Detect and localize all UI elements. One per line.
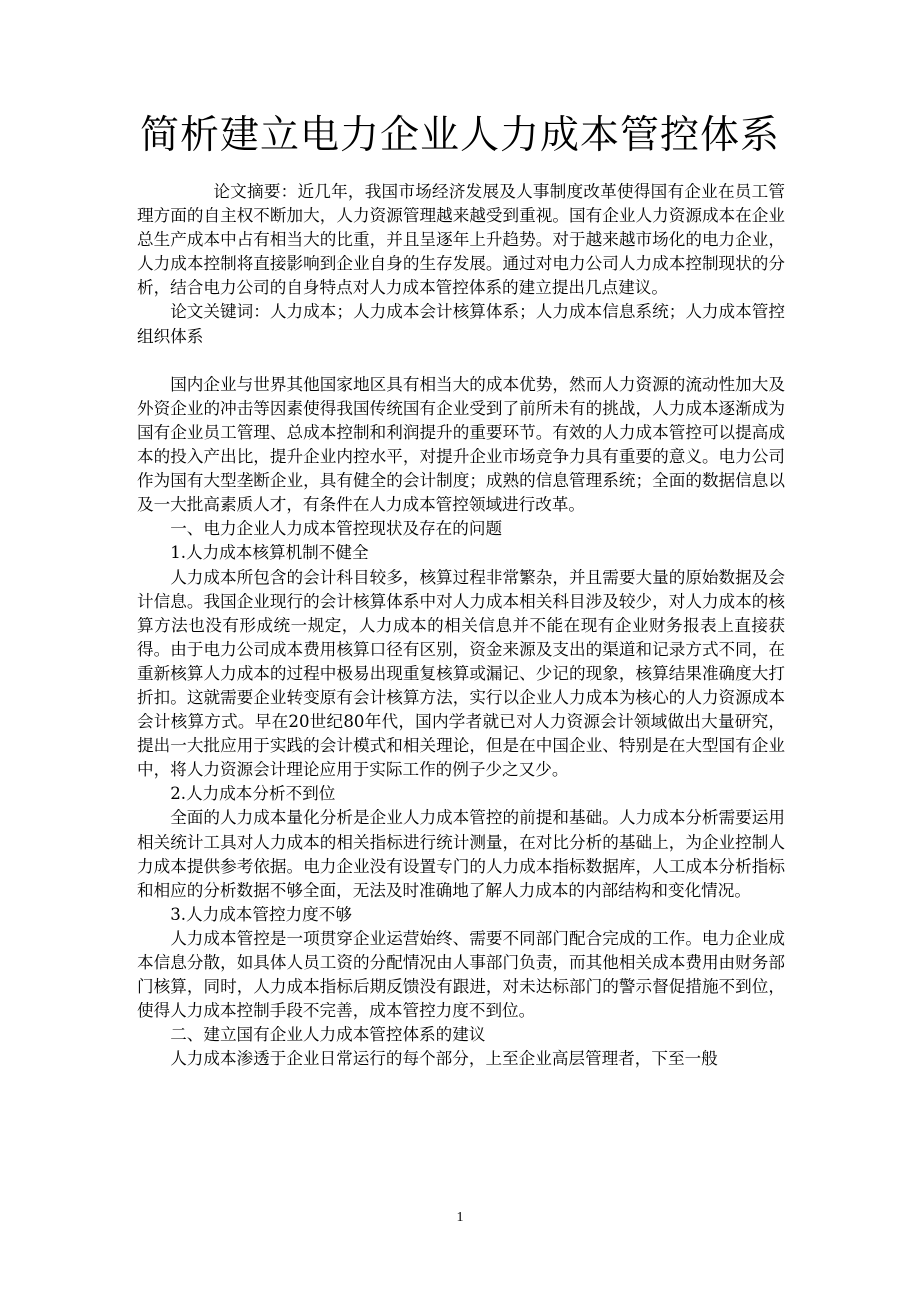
section-2-heading: 二、建立国有企业人力成本管控体系的建议 (170, 1025, 486, 1045)
keywords-paragraph: 论文关键词：人力成本；人力成本会计核算体系；人力成本信息系统；人力成本管控组织体系 (137, 302, 785, 346)
subsection-3-heading: 3.人力成本管控力度不够 (170, 904, 352, 924)
document-title: 简析建立电力企业人力成本管控体系 (139, 113, 780, 158)
subsection-2-heading: 2.人力成本分析不到位 (170, 784, 336, 804)
page-number: 1 (456, 1210, 464, 1225)
subsection-1-heading: 1.人力成本核算机制不健全 (170, 543, 369, 563)
section-2-paragraph: 人力成本渗透于企业日常运行的每个部分，上至企业高层管理者，下至一般 (170, 1049, 718, 1069)
intro-paragraph: 国内企业与世界其他国家地区具有相当大的成本优势，然而人力资源的流动性加大及外资企业的冲击等因素使得我国传统国有企业受到了前所未有的挑战，人力成本逐渐成为国有企业员工管理、总成本控制和利润提升的重要环节。有效的人力成本管控可以提高成本的投入产出比，提升企业内控水平，对提升企业市场竞争力具有重要的意义。电力公司作为国有大型垄断企业，具有健全的会计制度；成熟的信息管理系统；全面的数据信息以及一大批高素质人才，有条件在人力成本管控领域进行改革。 (137, 374, 785, 515)
paragraph-spacer (137, 349, 785, 373)
section-1-heading: 一、电力企业人力成本管控现状及存在的问题 (170, 519, 503, 539)
subsection-3-paragraph: 人力成本管控是一项贯穿企业运营始终、需要不同部门配合完成的工作。电力企业成本信息分散，如具体人员工资的分配情况由人事部门负责，而其他相关成本费用由财务部门核算，同时，人力成本指标后期反馈没有跟进，对未达标部门的警示督促措施不到位，使得人力成本控制手段不完善，成本管控力度不到位。 (137, 928, 785, 1021)
document-body (137, 180, 785, 1071)
abstract-paragraph: 论文摘要：近几年，我国市场经济发展及人事制度改革使得国有企业在员工管理方面的自主权不断加大，人力资源管理越来越受到重视。国有企业人力资源成本在企业总生产成本中占有相当大的比重，并且呈逐年上升趋势。对于越来越市场化的电力企业，人力成本控制将直接影响到企业自身的生存发展。通过对电力公司人力成本控制现状的分析，结合电力公司的自身特点对人力成本管控体系的建立提出几点建议。 (137, 182, 785, 298)
subsection-1-paragraph: 人力成本所包含的会计科目较多，核算过程非常繁杂，并且需要大量的原始数据及会计信息。我国企业现行的会计核算体系中对人力成本相关科目涉及较少，对人力成本的核算方法也没有形成统一规定，人力成本的相关信息并不能在现有企业财务报表上直接获得。由于电力公司成本费用核算口径有区别，资金来源及支出的渠道和记录方式不同，在重新核算人力成本的过程中极易出现重复核算或漏记、少记的现象，核算结果准确度大打折扣。这就需要企业转变原有会计核算方法，实行以企业人力成本为核心的人力资源成本会计核算方式。早在20世纪80年代，国内学者就已对人力资源会计领域做出大量研究，提出一大批应用于实践的会计模式和相关理论，但是在中国企业、特别是在大型国有企业中，将人力资源会计理论应用于实际工作的例子少之又少。 (137, 567, 785, 780)
subsection-2-paragraph: 全面的人力成本量化分析是企业人力成本管控的前提和基础。人力成本分析需要运用相关统计工具对人力成本的相关指标进行统计测量，在对比分析的基础上，为企业控制人力成本提供参考依据。电力企业没有设置专门的人力成本指标数据库，人工成本分析指标和相应的分析数据不够全面，无法及时准确地了解人力成本的内部结构和变化情况。 (137, 808, 785, 900)
